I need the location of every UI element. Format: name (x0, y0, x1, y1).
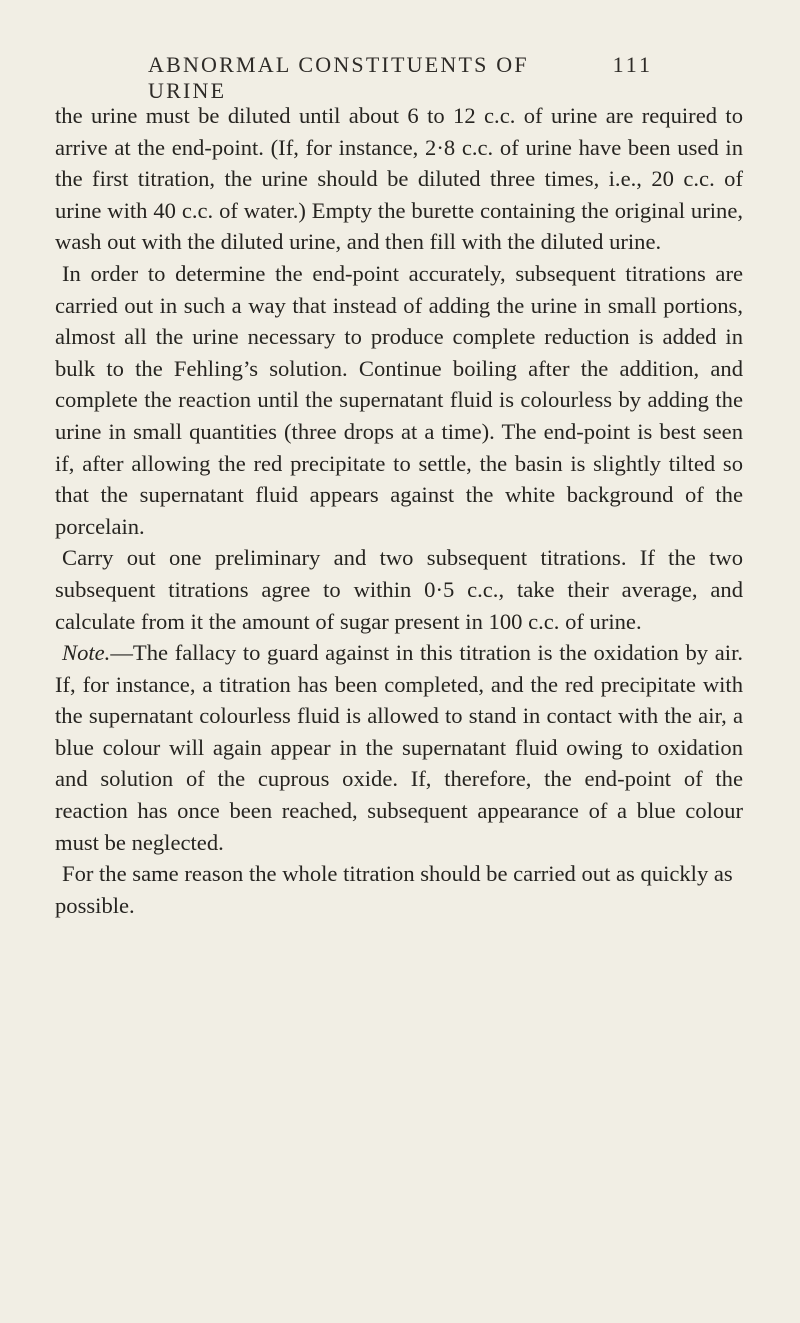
note-text: —The fallacy to guard against in this titration is the oxidation by air. If, for instance, a titration has been completed, and the red precipitate with the supernatant colourless fluid is allowed to stand in contact with the air, a blue colour will again appear in the supernatant fluid owing to oxidation and solution of the cuprous oxide. If, therefore, the end-point of the reaction has once been reached, subsequent appearance of a blue colour must be neglected. (55, 640, 743, 855)
running-header (148, 52, 653, 104)
note-label: Note. (62, 640, 111, 666)
paragraph-titrations: Carry out one preliminary and two subsequent titrations. If the two subsequent titrations agree to within 0·5 c.c., take their average, and calculate from it the amount of sugar present in 100 c.c. of urine. (55, 545, 743, 634)
page-number: 111 (612, 52, 653, 77)
paragraph-end-point: In order to determine the end-point accurately, subsequent titrations are carried out in such a way that instead of adding the urine in small portions, almost all the urine necessary to produce complete reduction is added in bulk to the Fehling’s solution. Continue boiling after the addition, and complete the reaction until the supernatant fluid is colourless by adding the urine in small quantities (three drops at a time). The end-point is best seen if, after allowing the red precipitate to settle, the basin is slightly tilted so that the supernatant fluid appears against the white background of the porcelain. (55, 260, 743, 539)
chapter-title: ABNORMAL CONSTITUENTS OF URINE (148, 52, 529, 103)
paragraph-note (55, 637, 743, 858)
paragraph-closing: For the same reason the whole titration should be carried out as quickly as possible. (55, 861, 733, 918)
body-text (55, 100, 743, 921)
paragraph-continuation: the urine must be diluted until about 6 to 12 c.c. of urine are required to arrive at the end-point. (If, for instance, 2·8 c.c. of urine have been used in the first titration, the urine should be diluted three times, i.e., 20 c.c. of urine with 40 c.c. of water.) Empty the burette containing the original urine, wash out with the diluted urine, and then fill with the diluted urine. (55, 103, 743, 255)
